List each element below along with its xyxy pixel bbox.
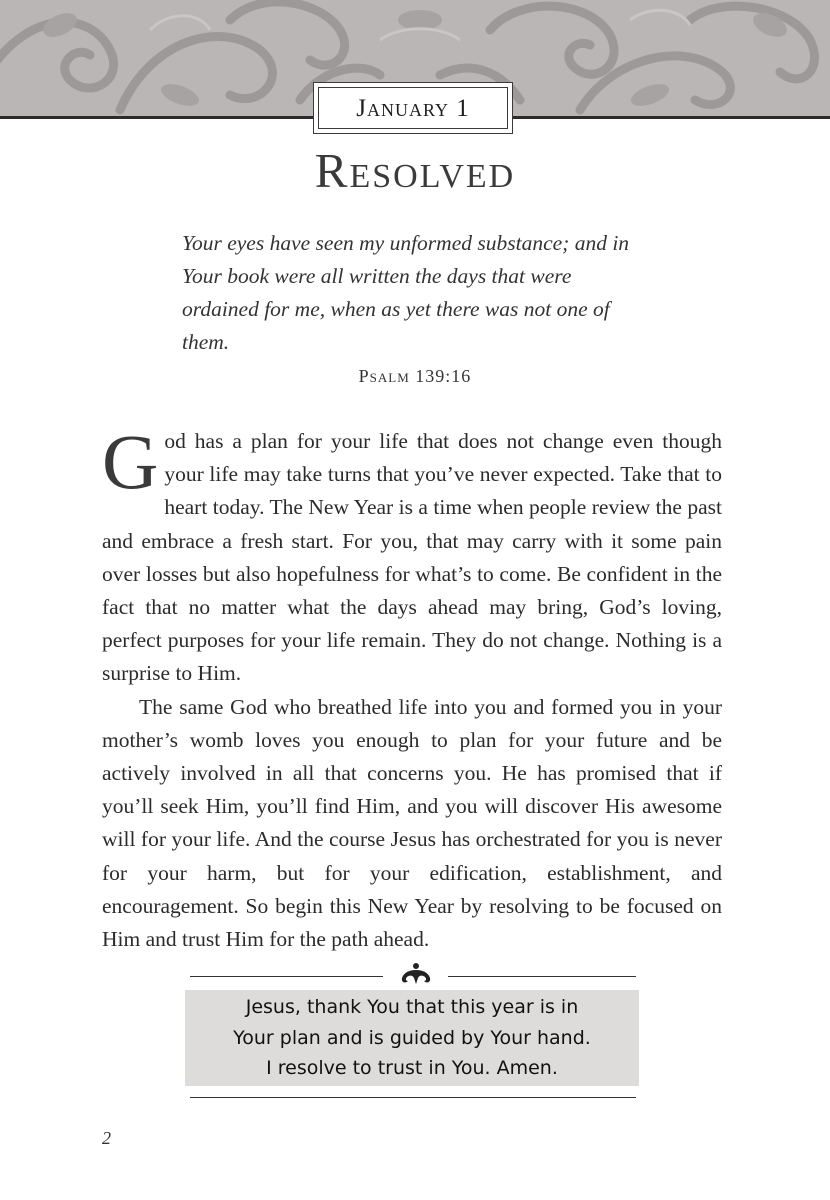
date-label: January 1 (356, 95, 470, 122)
fleuron-icon (396, 962, 436, 986)
devotional-body (102, 418, 722, 956)
paragraph-1-text: od has a plan for your life that does not change even though your life may take turns that you’ve never expected. Take that to heart today. The New Year is a time when people review the past and embrace a fresh start. For you, that may carry with it some pain over losses but also hopefulness for what’s to come. Be confident in the fact that no matter what the days ahead may bring, God’s loving, perfect purposes for your life remain. They do not change. Nothing is a surprise to Him. (102, 429, 722, 686)
ornament-rule-left (190, 976, 383, 977)
prayer-line-1: Jesus, thank You that this year is in (245, 996, 579, 1018)
prayer-box (185, 990, 639, 1086)
ornament-rule-right (448, 976, 636, 977)
prayer-bottom-rule (190, 1097, 636, 1098)
scripture-verse: Your eyes have seen my unformed substance; and in Your book were all written the days that were ordained for me, when as yet there was not one of them. (182, 231, 630, 354)
paragraph-2: The same God who breathed life into you and formed you in your mother’s womb loves you enough to plan for your future and be actively involved in all that concerns you. He has promised that if you’ll seek Him, you’ll find Him, and you will discover His awesome will for your life. And the course Jesus has orchestrated for you is never for your harm, but for your edification, establishment, and encouragement. So begin this New Year by resolving to be focused on Him and trust Him for the path ahead. (102, 694, 722, 952)
paragraph-1 (102, 418, 722, 691)
date-label-box (313, 82, 513, 134)
page-number: 2 (102, 1128, 111, 1148)
page-title: Resolved (314, 143, 516, 198)
drop-cap: G (102, 418, 159, 505)
scripture-reference: Psalm 139:16 (358, 366, 472, 386)
prayer-line-3: I resolve to trust in You. Amen. (266, 1057, 558, 1079)
prayer-text (185, 992, 639, 1084)
prayer-line-2: Your plan and is guided by Your hand. (233, 1026, 591, 1049)
